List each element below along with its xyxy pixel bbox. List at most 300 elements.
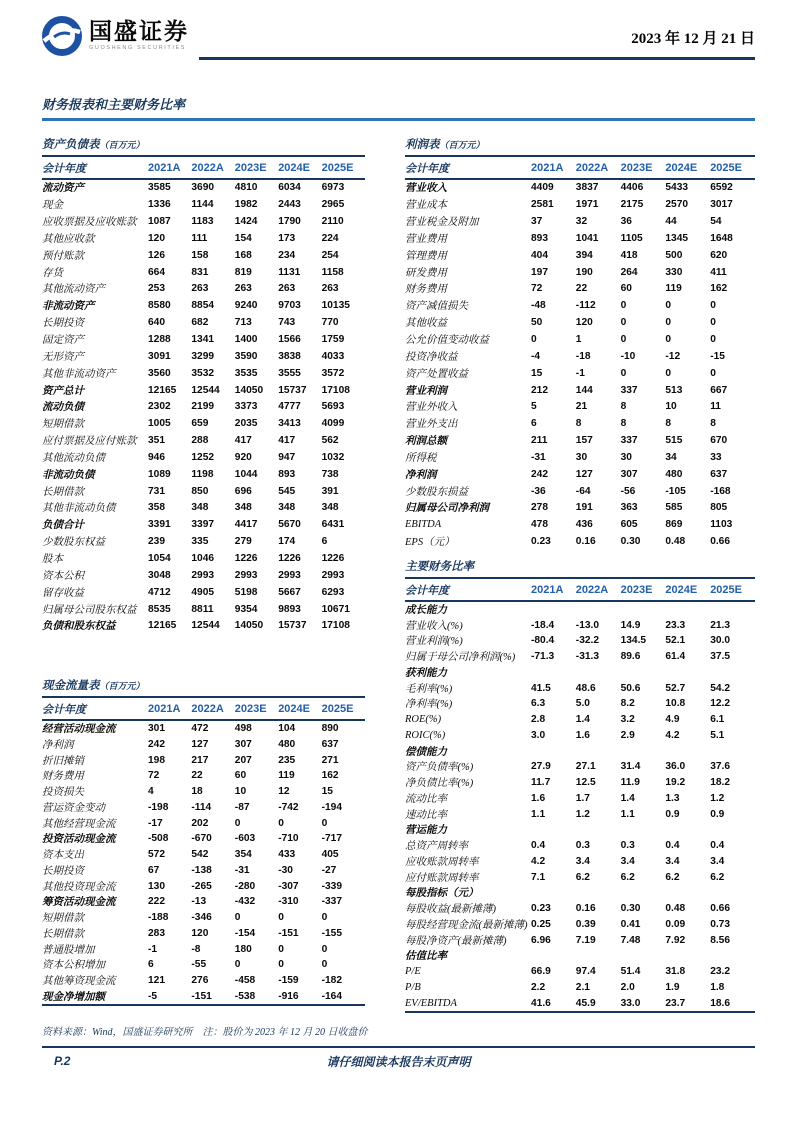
cell-value: -742	[278, 801, 299, 813]
cell-value: -339	[321, 880, 342, 892]
cell-value: 562	[321, 435, 339, 447]
row-label: 毛利率(%)	[405, 683, 453, 695]
table-row	[42, 721, 365, 737]
cell-value: 211	[531, 435, 548, 447]
cell-value: 1144	[191, 199, 214, 211]
cell-value: 264	[620, 266, 638, 278]
cell-value: 1183	[191, 216, 214, 228]
row-label: 营业费用	[405, 233, 447, 245]
row-label: 预付账款	[42, 250, 84, 262]
cell-value: -159	[278, 975, 299, 987]
cell-value: 37	[531, 216, 543, 228]
table-row	[405, 696, 755, 712]
cell-value: 2443	[278, 199, 301, 211]
row-label: 长期借款	[42, 486, 84, 498]
cell-value: 67	[148, 864, 160, 876]
cell-value: 263	[191, 283, 209, 295]
income-statement-table	[405, 157, 755, 550]
cell-value: 436	[575, 519, 593, 531]
table-row	[42, 601, 365, 618]
cell-value: 637	[710, 468, 728, 480]
cell-value: 197	[531, 266, 548, 278]
cell-value: 2993	[321, 569, 345, 581]
row-label: 所得税	[405, 452, 437, 464]
cell-value: 12.2	[710, 698, 731, 710]
cell-value: -670	[191, 833, 212, 845]
cell-value: -18	[575, 350, 591, 362]
cell-value: 405	[321, 849, 339, 861]
row-label: EV/EBITDA	[405, 997, 457, 1009]
cell-value: 805	[710, 502, 728, 514]
row-label: 其他流动负债	[42, 452, 105, 464]
cell-value: 5667	[278, 586, 301, 598]
table-row	[42, 550, 365, 567]
table-title-text: 利润表	[405, 139, 440, 151]
cell-value: -346	[191, 912, 212, 924]
cell-value: 10	[234, 786, 247, 798]
cell-value: -31	[234, 864, 250, 876]
footer-disclaimer: 请仔细阅读本报告末页声明	[326, 1055, 471, 1069]
cell-value: 191	[575, 502, 593, 514]
cell-value: 738	[321, 468, 339, 480]
table-row	[405, 230, 755, 247]
row-label: 营业成本	[405, 200, 447, 212]
cell-value: 234	[278, 249, 296, 261]
cell-value: 2965	[321, 199, 345, 211]
cell-value: 0	[620, 300, 627, 312]
table-row	[405, 314, 755, 331]
cell-value: 2993	[191, 569, 215, 581]
cell-value: 54.2	[710, 682, 731, 694]
cell-value: 3091	[148, 350, 171, 362]
cell-value: 1.3	[665, 792, 680, 804]
cell-value: 893	[278, 468, 296, 480]
cell-value: 869	[665, 519, 683, 531]
cell-value: 4777	[278, 401, 301, 413]
cell-value: 253	[148, 283, 165, 295]
cell-value: 198	[148, 754, 165, 766]
cell-value: 2993	[278, 569, 301, 581]
cell-value: 31.4	[620, 761, 641, 773]
column-header-label: 会计年度	[405, 584, 449, 597]
cell-value: 893	[531, 232, 548, 244]
table-row	[405, 533, 755, 550]
cell-value: 8854	[191, 300, 215, 312]
cell-value: 8580	[148, 300, 171, 312]
cell-value: -138	[191, 864, 212, 876]
cell-value: 4.9	[665, 714, 680, 726]
cell-value: 1089	[148, 468, 171, 480]
cell-value: 3690	[191, 182, 215, 194]
cell-value: -538	[234, 990, 256, 1002]
cell-value: 41.5	[531, 682, 551, 694]
cell-value: 127	[191, 738, 209, 750]
cell-value: -164	[321, 990, 342, 1002]
cell-value: 1105	[620, 232, 643, 244]
cell-value: 23.3	[665, 619, 686, 631]
cell-value: 670	[710, 435, 728, 447]
cell-value: 0.9	[710, 808, 725, 820]
table-row	[405, 500, 755, 517]
row-label: 短期借款	[42, 913, 84, 925]
cell-value: 354	[234, 849, 252, 861]
table-row	[405, 633, 755, 649]
cell-value: 1.7	[575, 792, 590, 804]
cell-value: 1.2	[710, 792, 725, 804]
cell-value: -48	[531, 300, 546, 312]
row-label: P/E	[405, 966, 421, 978]
year-column-header: 2025E	[321, 161, 354, 174]
cell-value: -337	[321, 896, 342, 908]
row-label: 总资产周转率	[405, 841, 468, 853]
table-row	[42, 331, 365, 348]
table-row	[42, 247, 365, 264]
cell-value: 1982	[234, 199, 258, 211]
cell-value: 2110	[321, 216, 344, 228]
cell-value: 4810	[234, 182, 258, 194]
row-label: EPS（元）	[405, 537, 455, 549]
cell-value: -310	[278, 896, 299, 908]
cell-value: 3048	[148, 569, 171, 581]
cell-value: 263	[321, 283, 339, 295]
cell-value: 27.1	[575, 761, 596, 773]
year-column-header: 2023E	[234, 161, 267, 174]
row-label: 财务费用	[405, 284, 447, 296]
table-row	[405, 791, 755, 807]
cell-value: 3585	[148, 182, 171, 194]
cell-value: 480	[665, 468, 683, 480]
year-column-header: 2021A	[531, 161, 564, 174]
cell-value: 9893	[278, 603, 301, 615]
cell-value: -71.3	[531, 651, 555, 663]
cell-value: -1	[575, 367, 585, 379]
logo-text-block	[89, 20, 189, 52]
cell-value: 1.1	[531, 808, 546, 820]
table-row	[42, 910, 365, 926]
source-note: 资料来源：Wind，国盛证券研究所 注：股价为 2023 年 12 月 20 日收盘价	[42, 1027, 368, 1039]
cell-value: 11.7	[531, 777, 551, 789]
cell-value: 51.4	[620, 966, 641, 978]
cell-value: 307	[620, 468, 638, 480]
cell-value: 4712	[148, 586, 171, 598]
cell-value: 6	[148, 959, 154, 971]
cell-value: 433	[278, 849, 296, 861]
cell-value: 417	[234, 435, 252, 447]
cell-value: 2199	[191, 401, 215, 413]
cell-value: 411	[710, 266, 727, 278]
table-row	[42, 213, 365, 230]
table-title-text: 主要财务比率	[405, 561, 474, 574]
cell-value: -603	[234, 833, 256, 845]
cell-value: 513	[665, 384, 683, 396]
cell-value: 6973	[321, 182, 345, 194]
table-title-unit: （百万元）	[99, 140, 145, 150]
cell-value: 337	[620, 435, 638, 447]
cell-value: 8.2	[620, 698, 635, 710]
cell-value: 330	[665, 266, 683, 278]
cell-value: 947	[278, 451, 296, 463]
cell-value: 279	[234, 536, 252, 548]
table-row	[405, 331, 755, 348]
cell-value: -13.0	[575, 619, 600, 631]
cell-value: 31.8	[665, 966, 686, 978]
cell-value: 10.8	[665, 698, 686, 710]
cell-value: 52.1	[665, 635, 686, 647]
cell-value: 157	[575, 435, 593, 447]
year-column-header: 2021A	[531, 583, 564, 596]
cell-value: 9354	[234, 603, 258, 615]
cell-value: 3397	[191, 519, 215, 531]
cell-value: 7.19	[575, 934, 596, 946]
row-label: 每股收益(最新摊薄)	[405, 904, 496, 916]
cell-value: 0	[620, 317, 627, 329]
cell-value: 0.3	[575, 840, 590, 852]
table-row	[405, 483, 755, 500]
row-label: 净利润	[42, 739, 74, 751]
table-row	[405, 917, 755, 933]
cell-value: 0	[531, 334, 537, 346]
cell-value: 3.0	[531, 729, 546, 741]
cell-value: 12165	[148, 384, 177, 396]
cell-value: 831	[191, 266, 209, 278]
cell-value: 2175	[620, 199, 644, 211]
cell-value: 664	[148, 266, 165, 278]
row-label: 营业外收入	[405, 402, 458, 414]
cell-value: 545	[278, 485, 296, 497]
cell-value: -151	[278, 927, 299, 939]
cell-value: 10135	[321, 300, 350, 312]
row-label: 净利率(%)	[405, 699, 453, 711]
year-column-header: 2025E	[710, 583, 742, 596]
logo-company-name: 国盛证券	[89, 19, 189, 45]
cell-value: 0	[665, 300, 672, 312]
row-label: 获利能力	[405, 667, 447, 679]
cell-value: 472	[191, 723, 209, 735]
row-label: 营业税金及附加	[405, 217, 479, 229]
cell-value: 713	[234, 317, 252, 329]
cell-value: 3572	[321, 367, 345, 379]
section-title-text: 财务报表和主要财务比率	[42, 97, 186, 112]
cell-value: 0	[321, 959, 328, 971]
cell-value: 66.9	[531, 966, 551, 978]
cell-value: 890	[321, 723, 339, 735]
cell-value: 0	[620, 367, 627, 379]
table-row	[42, 815, 365, 831]
cell-value: 254	[321, 249, 339, 261]
cell-value: 224	[321, 232, 339, 244]
row-label: 股本	[42, 553, 63, 565]
cell-value: 1226	[278, 552, 301, 564]
cell-value: -27	[321, 864, 337, 876]
table-row	[405, 264, 755, 281]
cell-value: 659	[191, 418, 209, 430]
cell-value: 242	[148, 738, 165, 750]
cell-value: 41.6	[531, 997, 551, 1009]
cell-value: 0.4	[710, 840, 725, 852]
cell-value: 2570	[665, 199, 689, 211]
year-column-header: 2022A	[575, 161, 609, 174]
row-label: 速动比率	[405, 809, 447, 821]
year-column-header: 2023E	[234, 702, 267, 715]
cell-value: 50.6	[620, 682, 641, 694]
cell-value: 0.23	[531, 536, 551, 548]
cell-value: 4417	[234, 519, 258, 531]
cell-value: 637	[321, 738, 339, 750]
column-header-label: 会计年度	[405, 162, 449, 175]
year-column-header: 2021A	[148, 702, 181, 715]
cell-value: 2.0	[620, 981, 635, 993]
cell-value: 8	[620, 418, 627, 430]
table-row	[42, 230, 365, 247]
row-label: 投资活动现金流	[42, 834, 116, 846]
cell-value: 667	[710, 384, 728, 396]
table-row	[405, 415, 755, 432]
row-label: 其他经营现金流	[42, 818, 116, 830]
row-label: 营运资金变动	[42, 802, 105, 814]
cell-value: 3391	[148, 519, 171, 531]
table-row	[42, 878, 365, 894]
row-label: 营业利润(%)	[405, 636, 463, 648]
cell-value: 1400	[234, 334, 258, 346]
cell-value: -56	[620, 485, 636, 497]
cell-value: 572	[148, 849, 165, 861]
cell-value: 32	[575, 216, 588, 228]
table-title-unit: （百万元）	[99, 681, 145, 692]
cell-value: 480	[278, 738, 296, 750]
cell-value: 23.7	[665, 997, 686, 1009]
year-column-header: 2024E	[665, 583, 698, 596]
cell-value: 202	[191, 817, 209, 829]
row-label: 投资损失	[42, 787, 84, 799]
cell-value: 0	[234, 912, 241, 924]
cell-value: 8811	[191, 603, 214, 615]
table-title-text: 现金流量表	[42, 680, 100, 693]
cell-value: 2035	[234, 418, 258, 430]
cell-value: -31.3	[575, 651, 600, 663]
cell-value: -154	[234, 927, 256, 939]
row-label: 资产负债率(%)	[405, 762, 474, 774]
table-row	[405, 838, 755, 854]
cell-value: 0	[665, 317, 672, 329]
cell-value: 3.2	[620, 714, 635, 726]
year-column-header: 2025E	[321, 702, 354, 715]
table-row	[42, 847, 365, 863]
page-number: P.2	[54, 1054, 71, 1068]
row-label: 固定资产	[42, 335, 84, 347]
row-label: 资本公积增加	[42, 960, 105, 972]
cell-value: 37.5	[710, 651, 731, 663]
cell-value: 3560	[148, 367, 171, 379]
cell-value: 22	[575, 283, 588, 295]
row-label: 其他收益	[405, 318, 447, 330]
cell-value: 18.2	[710, 777, 731, 789]
cashflow-table	[42, 698, 365, 1006]
row-label: 长期投资	[42, 318, 84, 330]
table-row	[405, 382, 755, 399]
cell-value: 3017	[710, 199, 733, 211]
table-row	[42, 264, 365, 281]
cell-value: 9240	[234, 300, 258, 312]
cell-value: 3590	[234, 350, 258, 362]
cell-value: 1044	[234, 468, 258, 480]
cell-value: -151	[191, 990, 212, 1002]
table-header-row	[405, 579, 755, 602]
row-label: 应付账款周转率	[405, 872, 479, 884]
cell-value: -13	[191, 896, 207, 908]
cell-value: 5.0	[575, 698, 590, 710]
table-row	[405, 398, 755, 415]
cell-value: 0.41	[620, 918, 641, 930]
cell-value: 1648	[710, 232, 733, 244]
cell-value: 6	[531, 418, 537, 430]
row-label: 折旧摊销	[42, 755, 84, 767]
cell-value: 696	[234, 485, 252, 497]
cell-value: 6.1	[710, 714, 725, 726]
cell-value: 12544	[191, 384, 220, 396]
row-label: 资产处置收益	[405, 368, 468, 380]
cell-value: -280	[234, 880, 256, 892]
cell-value: 0.30	[620, 536, 641, 548]
cell-value: 5198	[234, 586, 258, 598]
cell-value: 1005	[148, 418, 171, 430]
row-label: 其他非流动资产	[42, 368, 116, 380]
year-column-header: 2024E	[278, 702, 310, 715]
cell-value: 19.2	[665, 777, 686, 789]
cell-value: 3.4	[710, 855, 725, 867]
cell-value: 0	[710, 300, 716, 312]
table-row	[42, 989, 365, 1005]
table-row	[42, 314, 365, 331]
cell-value: -15	[710, 350, 725, 362]
cell-value: 418	[620, 249, 638, 261]
cell-value: 307	[234, 738, 252, 750]
table-header-row	[405, 157, 755, 180]
table-row	[405, 948, 755, 964]
row-label: 财务费用	[42, 771, 84, 783]
table-row	[42, 831, 365, 847]
cell-value: 358	[148, 502, 165, 514]
row-label: 非流动负债	[42, 469, 95, 481]
cell-value: 0	[710, 317, 716, 329]
cell-value: 335	[191, 536, 209, 548]
cell-value: 1	[575, 334, 582, 346]
cell-value: 0.3	[620, 840, 635, 852]
cell-value: -710	[278, 833, 299, 845]
cell-value: 18.6	[710, 997, 731, 1009]
cell-value: 1759	[321, 334, 345, 346]
table-row	[405, 712, 755, 728]
cell-value: 0.39	[575, 918, 596, 930]
cell-value: 4905	[191, 586, 215, 598]
cell-value: 1566	[278, 334, 301, 346]
row-label: 管理费用	[405, 250, 447, 262]
cell-value: 0.66	[710, 903, 731, 915]
cell-value: 404	[531, 249, 548, 261]
cell-value: 6431	[321, 519, 345, 531]
table-row	[42, 800, 365, 816]
row-label: 偿债能力	[405, 746, 447, 758]
cell-value: 391	[321, 485, 339, 497]
row-label: 长期投资	[42, 865, 84, 877]
cell-value: 6.3	[531, 698, 546, 710]
cell-value: 1226	[234, 552, 258, 564]
table-row	[405, 822, 755, 838]
row-label: 成长能力	[405, 604, 447, 616]
cell-value: -114	[191, 801, 212, 813]
report-date: 2023 年 12 月 21 日	[631, 31, 755, 47]
row-label: 存货	[42, 267, 63, 279]
table-row	[42, 894, 365, 910]
